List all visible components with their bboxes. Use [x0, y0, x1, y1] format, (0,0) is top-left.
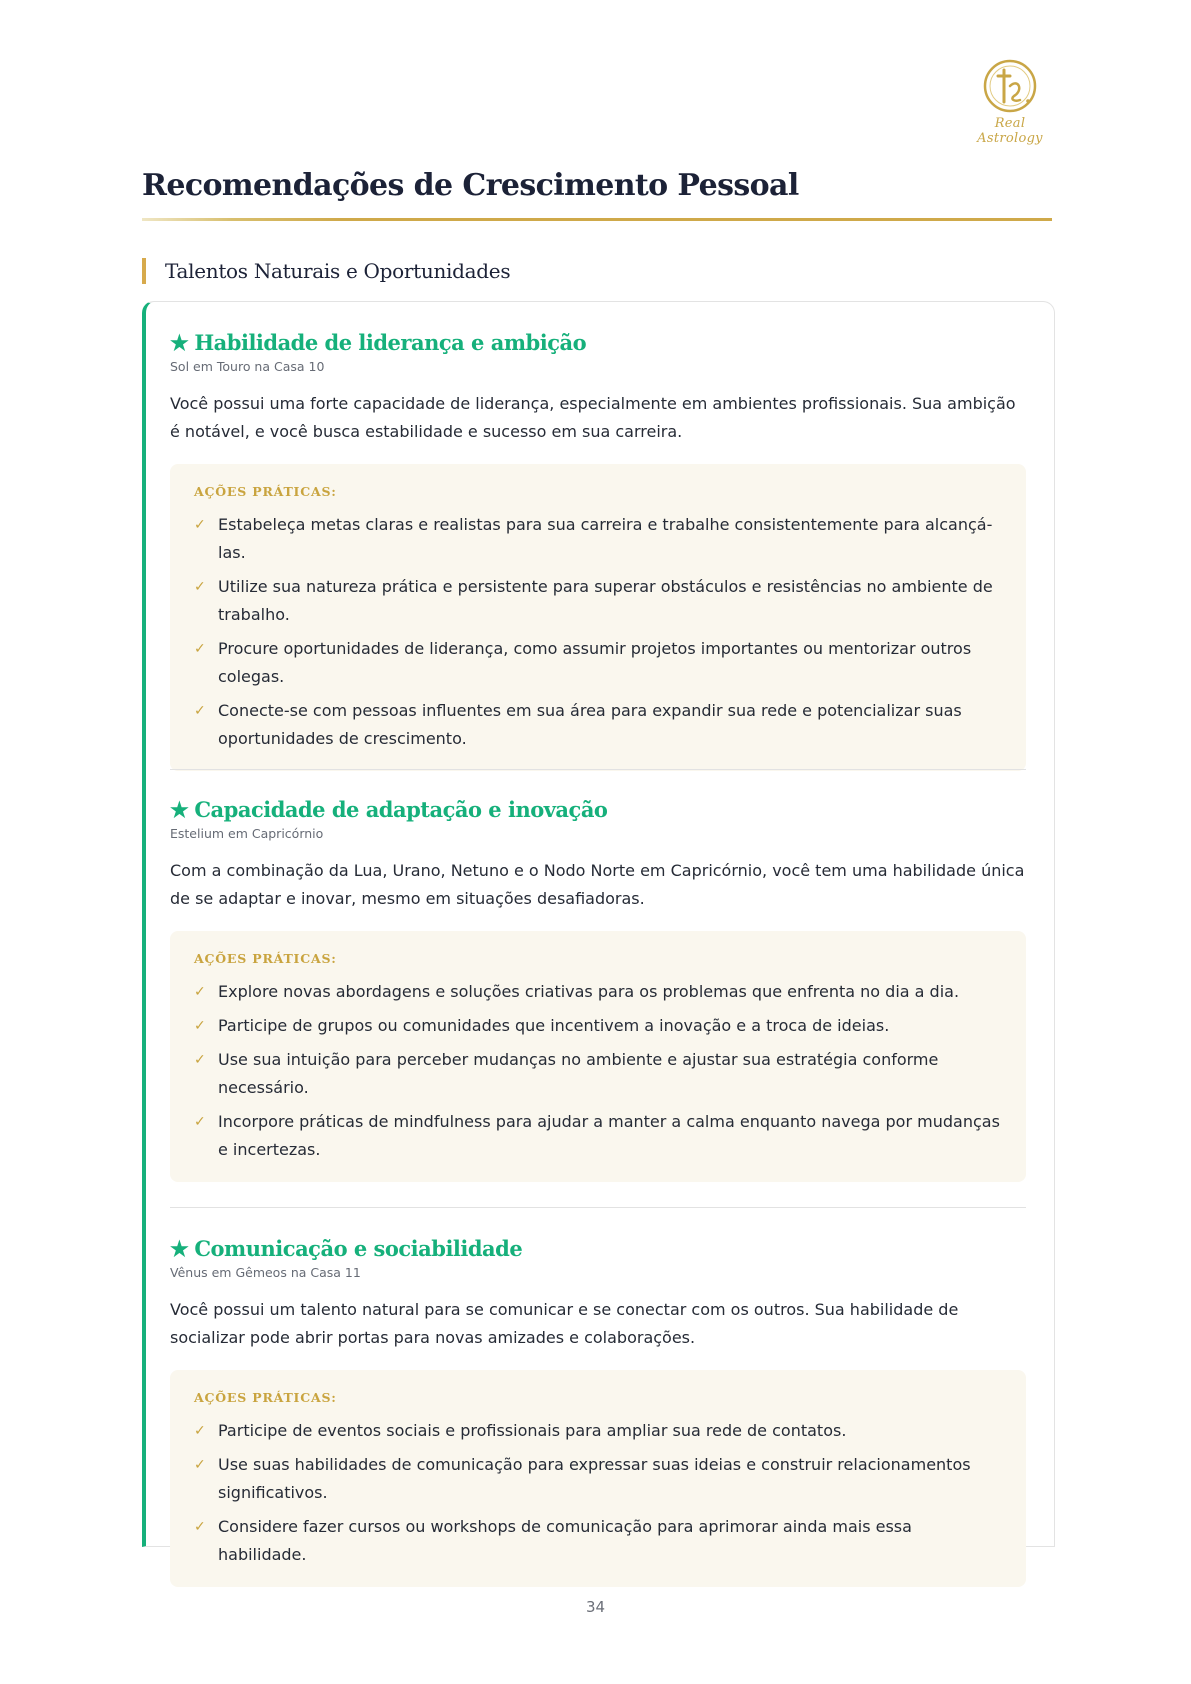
check-icon: ✓	[194, 984, 206, 1000]
actions-list	[194, 1417, 1002, 1569]
talent-description: Você possui um talento natural para se comunicar e se conectar com os outros. Sua habilidade de socializar pode abrir portas para novas amizades e colaborações.	[170, 1300, 959, 1347]
talent-description: Com a combinação da Lua, Urano, Netuno e o Nodo Norte em Capricórnio, você tem uma habilidade única de se adaptar e inovar, mesmo em situações desafiadoras.	[170, 861, 1025, 908]
talent-divider	[170, 1207, 1026, 1208]
check-icon: ✓	[194, 1114, 206, 1130]
action-item: ✓ Conecte-se com pessoas influentes em sua área para expandir sua rede e potencializar suas oportunidades de crescimento.	[194, 697, 1002, 753]
action-item: ✓ Participe de grupos ou comunidades que incentivem a inovação e a troca de ideias.	[194, 1012, 1002, 1040]
check-icon: ✓	[194, 1052, 206, 1068]
talent-title	[170, 329, 1026, 357]
check-icon: ✓	[194, 1519, 206, 1535]
actions-list	[194, 511, 1002, 753]
section-heading: Talentos Naturais e Oportunidades	[142, 258, 510, 284]
talent-placement: Vênus em Gêmeos na Casa 11	[170, 1265, 361, 1280]
action-item: ✓ Incorpore práticas de mindfulness para ajudar a manter a calma enquanto navega por mudanças e incertezas.	[194, 1108, 1002, 1164]
star-icon: ★	[170, 1236, 189, 1261]
talent-placement: Sol em Touro na Casa 10	[170, 359, 325, 374]
action-item: ✓ Use suas habilidades de comunicação para expressar suas ideias e construir relacionamentos significativos.	[194, 1451, 1002, 1507]
action-item: ✓ Considere fazer cursos ou workshops de comunicação para aprimorar ainda mais essa habilidade.	[194, 1513, 1002, 1569]
practical-actions-label: AÇÕES PRÁTICAS:	[194, 484, 337, 499]
action-item: ✓ Procure oportunidades de liderança, como assumir projetos importantes ou mentorizar outros colegas.	[194, 635, 1002, 691]
check-icon: ✓	[194, 1423, 206, 1439]
talent-item	[170, 329, 1026, 771]
talent-item	[170, 1235, 1026, 1587]
practical-actions-box	[170, 931, 1026, 1182]
practical-actions-box	[170, 1370, 1026, 1587]
page-number: 34	[585, 1598, 606, 1616]
check-icon: ✓	[194, 579, 206, 595]
practical-actions-box	[170, 464, 1026, 771]
check-icon: ✓	[194, 517, 206, 533]
talent-title	[170, 796, 1026, 824]
talent-title	[170, 1235, 1026, 1263]
brand-logo	[960, 56, 1060, 146]
talent-divider	[170, 769, 1026, 770]
check-icon: ✓	[194, 641, 206, 657]
star-icon: ★	[170, 330, 189, 355]
talent-placement: Estelium em Capricórnio	[170, 826, 324, 841]
logo-text: Real Astrology	[977, 116, 1043, 146]
action-item: ✓ Participe de eventos sociais e profissionais para ampliar sua rede de contatos.	[194, 1417, 1002, 1445]
star-icon: ★	[170, 797, 189, 822]
talent-title-text: Comunicação e sociabilidade	[194, 1236, 523, 1261]
talents-card	[142, 301, 1055, 1564]
practical-actions-label: AÇÕES PRÁTICAS:	[194, 1390, 337, 1405]
check-icon: ✓	[194, 1457, 206, 1473]
action-item: ✓ Estabeleça metas claras e realistas para sua carreira e trabalhe consistentemente para alcançá-las.	[194, 511, 1002, 567]
talent-item	[170, 796, 1026, 1182]
astrology-logo-icon	[980, 56, 1040, 116]
talent-title-text: Habilidade de liderança e ambição	[194, 330, 587, 355]
check-icon: ✓	[194, 703, 206, 719]
actions-list	[194, 978, 1002, 1164]
action-item: ✓ Explore novas abordagens e soluções criativas para os problemas que enfrenta no dia a dia.	[194, 978, 1002, 1006]
page-title: Recomendações de Crescimento Pessoal	[142, 168, 799, 203]
title-divider	[142, 218, 1052, 221]
check-icon: ✓	[194, 1018, 206, 1034]
practical-actions-label: AÇÕES PRÁTICAS:	[194, 951, 337, 966]
talent-title-text: Capacidade de adaptação e inovação	[194, 797, 608, 822]
action-item: ✓ Use sua intuição para perceber mudanças no ambiente e ajustar sua estratégia conforme necessário.	[194, 1046, 1002, 1102]
talent-description: Você possui uma forte capacidade de liderança, especialmente em ambientes profissionais. Sua ambição é notável, e você busca estabilidade e sucesso em sua carreira.	[170, 394, 1016, 441]
action-item: ✓ Utilize sua natureza prática e persistente para superar obstáculos e resistências no ambiente de trabalho.	[194, 573, 1002, 629]
